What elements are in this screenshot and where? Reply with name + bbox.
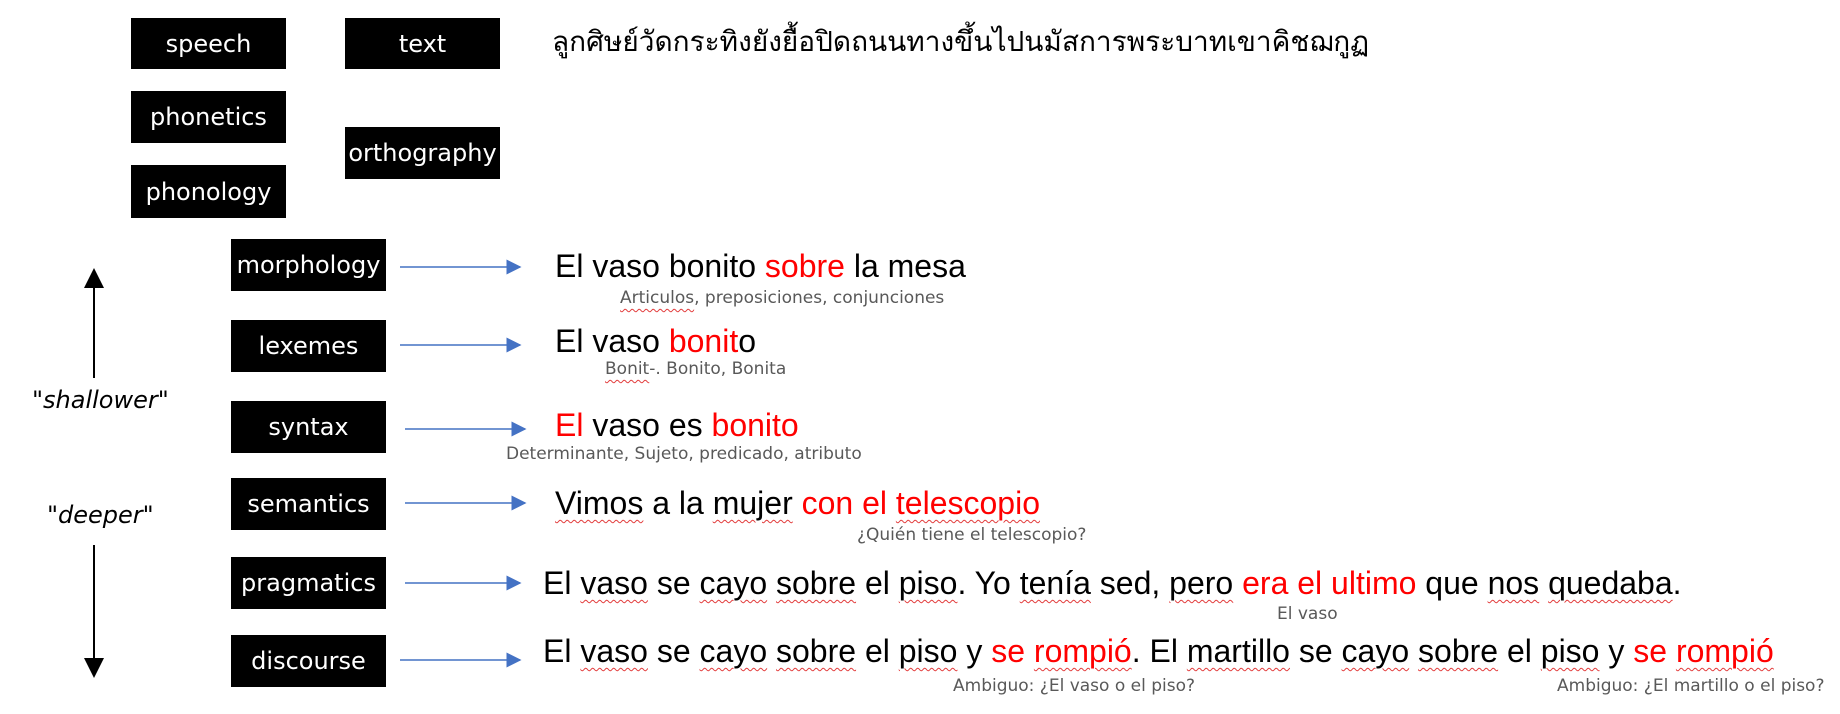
lexemes-sentence-run: bonit (668, 323, 739, 359)
pragmatics-sentence-run: piso (898, 565, 958, 601)
discourse-sentence-run: piso (898, 633, 958, 669)
discourse-sentence-run: el (1498, 633, 1541, 669)
discourse-sentence-run: martillo (1186, 633, 1290, 669)
morphology-sentence-run: sobre (764, 248, 845, 284)
pragmatics-sentence-run: sobre (776, 565, 857, 601)
pragmatics-sentence-run: . Yo (957, 565, 1020, 601)
discourse-label: discourse (251, 647, 366, 675)
discourse-sentence-run: sobre (776, 633, 857, 669)
shallower-label: "shallower" (32, 386, 169, 414)
pragmatics-sentence-run: el (856, 565, 899, 601)
pragmatics-sentence-run: que (1416, 565, 1488, 601)
pragmatics-sentence-run: nos (1487, 565, 1540, 601)
morphology-note-run: , preposiciones, conjunciones (694, 288, 945, 308)
discourse-sentence-run: vaso (580, 633, 648, 669)
discourse-sentence-run: El (543, 633, 581, 669)
semantics-sentence-run: mujer (712, 485, 793, 521)
semantics-sentence-run: con el (801, 485, 896, 521)
semantics-sentence-run: a la (643, 485, 713, 521)
pragmatics-sentence-run: tenía (1019, 565, 1091, 601)
pragmatics-sentence-run: El (543, 565, 581, 601)
discourse-sentence-run: cayo (1341, 633, 1410, 669)
discourse-sentence-run: rompió (1033, 633, 1132, 669)
discourse-sentence-run: y (957, 633, 992, 669)
morphology-sentence-run: la mesa (844, 248, 966, 284)
pragmatics-sentence-run: pero (1169, 565, 1234, 601)
speech-label: speech (165, 29, 252, 58)
discourse-note-run: Ambiguo: ¿El vaso o el piso? (953, 676, 1196, 696)
morphology-label: morphology (236, 251, 381, 279)
discourse-sentence-run: el (856, 633, 899, 669)
discourse-sentence-run: cayo (699, 633, 768, 669)
pragmatics-sentence-run: se (647, 565, 700, 601)
semantics-sentence-run: telescopio (895, 485, 1040, 521)
pragmatics-label: pragmatics (241, 569, 376, 597)
discourse-sentence-run: y (1599, 633, 1634, 669)
discourse-sentence-run: se (991, 633, 1034, 669)
syntax-note-run: Determinante, Sujeto, predicado, atributo (506, 444, 862, 464)
lexemes-note-run: Bonit (605, 359, 650, 379)
discourse-sentence-run: se (647, 633, 700, 669)
deeper-label: "deeper" (47, 501, 154, 529)
semantics-sentence-run: Vimos (555, 485, 644, 521)
pragmatics-sentence-run: cayo (699, 565, 768, 601)
pragmatics-sentence-run: era el ultimo (1242, 565, 1417, 601)
morphology-note-run: Articulos (620, 288, 695, 308)
lexemes-sentence-run: o (738, 323, 757, 359)
phonetics-label: phonetics (150, 103, 267, 131)
morphology-sentence-run: El vaso bonito (555, 248, 765, 284)
lexemes-label: lexemes (258, 332, 359, 360)
syntax-label: syntax (268, 413, 349, 441)
semantics-note-run: ¿Quién tiene el telescopio? (857, 525, 1087, 545)
thai-sentence: ลูกศิษย์วัดกระทิงยังยื้อปิดถนนทางขึ้นไปนมัสการพระบาทเขาคิชฌกูฏ (552, 25, 1370, 58)
semantics-label: semantics (247, 490, 370, 518)
pragmatics-sentence-run: quedaba (1548, 565, 1673, 601)
text-label: text (398, 29, 447, 58)
discourse-sentence-run: rompió (1675, 633, 1774, 669)
discourse-sentence-run: se (1633, 633, 1676, 669)
syntax-sentence-run: El (555, 407, 584, 443)
discourse-sentence-run: piso (1540, 633, 1600, 669)
phonology-label: phonology (145, 177, 272, 206)
pragmatics-sentence-run: vaso (580, 565, 648, 601)
discourse-sentence-run: se (1289, 633, 1342, 669)
syntax-sentence-run: bonito (711, 407, 799, 443)
pragmatics-note-run: El vaso (1277, 604, 1338, 624)
lexemes-sentence-run: El vaso (555, 323, 669, 359)
orthography-label: orthography (348, 139, 497, 167)
lexemes-note-run: -. Bonito, Bonita (649, 359, 787, 379)
pragmatics-sentence-run: . (1672, 565, 1682, 601)
discourse-sentence-run: sobre (1418, 633, 1499, 669)
pragmatics-sentence-run: sed, (1090, 565, 1170, 601)
syntax-sentence-run: vaso es (583, 407, 712, 443)
discourse-note2-run: Ambiguo: ¿El martillo o el piso? (1557, 676, 1825, 696)
discourse-sentence-run: . El (1131, 633, 1187, 669)
